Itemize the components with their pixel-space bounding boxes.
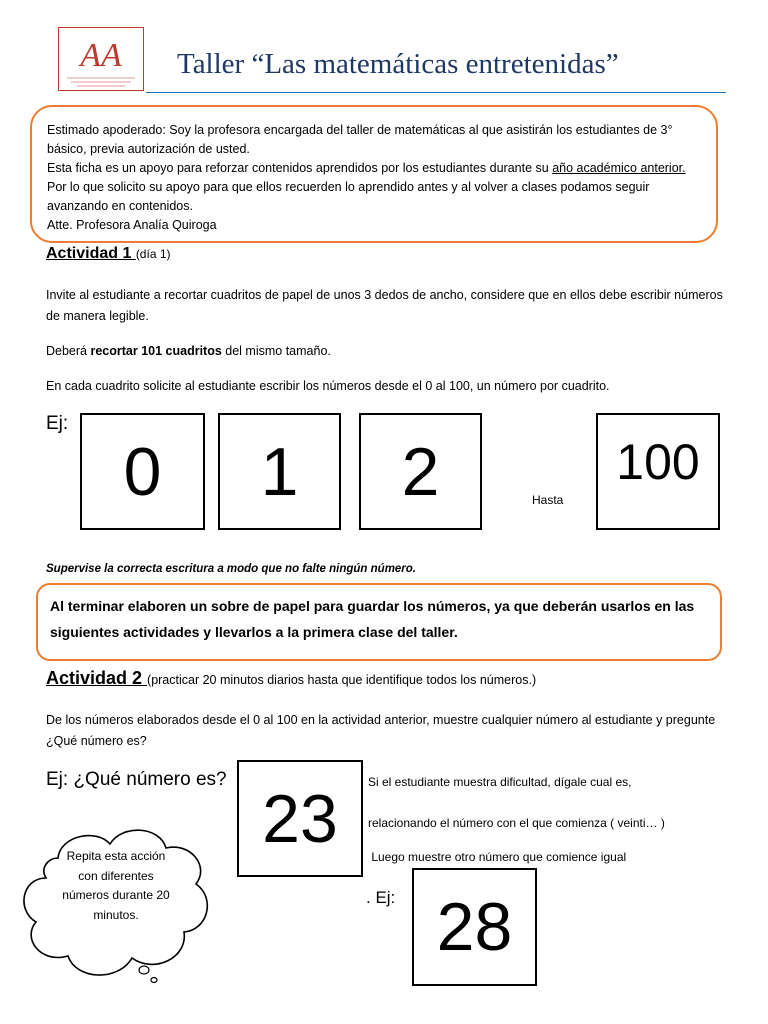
note-line-2-underlined: año académico anterior. [552, 161, 686, 175]
number-card-value: 1 [260, 433, 299, 510]
logo-letters: AA [80, 37, 122, 74]
note-line-2-b: Por lo que solicito su apoyo para que ellos recuerden lo aprendido antes y al volver a clases podamos seguir avanzando en contenidos. [47, 180, 650, 213]
hasta-label: Hasta [532, 493, 564, 507]
logo [58, 27, 144, 91]
example-label-2: . Ej: [366, 888, 396, 907]
question-label: Ej: ¿Qué número es? [46, 769, 227, 790]
activity-2-subtitle: (practicar 20 minutos diarios hasta que identifique todos los números.) [147, 673, 537, 687]
activity-2-title: Actividad 2 [46, 668, 148, 688]
logo-mark-icon [59, 28, 143, 90]
note-signature: Atte. Profesora Analía Quiroga [47, 218, 217, 232]
number-card-value: 100 [616, 434, 700, 490]
number-card-value: 0 [123, 433, 162, 510]
hint-line-3: Luego muestre otro número que comience igual [368, 850, 627, 864]
number-card-value: 28 [436, 889, 513, 965]
p2-c: del mismo tamaño. [221, 344, 331, 358]
activity-1-heading [46, 245, 171, 263]
activity-2-p1: De los números elaborados desde el 0 al 100 en la actividad anterior, muestre cualquier número al estudiante y pregunte ¿Qué número es? [46, 713, 716, 748]
activity-1-p3: En cada cuadrito solicite al estudiante escribir los números desde el 0 al 100, un número por cuadrito. [46, 379, 610, 393]
activity-1-subtitle: (día 1) [135, 247, 171, 261]
page-title: Taller “Las matemáticas entretenidas” [177, 48, 619, 80]
example-label: Ej: [46, 413, 69, 434]
number-card-0 [80, 413, 205, 530]
supervise-note: Supervise la correcta escritura a modo que no falte ningún número. [46, 563, 417, 575]
title-divider [146, 92, 726, 93]
callout-text: Al terminar elaboren un sobre de papel para guardar los números, ya que deberán usarlos en las siguientes actividades y llevarlos a la primera clase del taller. [50, 598, 695, 640]
number-card-2 [359, 413, 482, 530]
cloud-text: Repita esta acción con diferentes números durante 20 minutos. [62, 849, 170, 922]
activity-1-title: Actividad 1 [46, 245, 136, 262]
note-line-1: Estimado apoderado: Soy la profesora encargada del taller de matemáticas al que asistirán los estudiantes de 3° básico, previa autorización de usted. [47, 123, 673, 156]
activity-1-p2 [46, 341, 726, 362]
activity-1-p1: Invite al estudiante a recortar cuadritos de papel de unos 3 dedos de ancho, considere que en ellos debe escribir números de manera legible. [46, 288, 723, 323]
parent-note [47, 121, 707, 235]
activity-2-heading [46, 668, 536, 689]
number-card-23 [237, 760, 363, 877]
p2-bold: recortar 101 cuadritos [90, 344, 222, 358]
number-card-100 [596, 413, 720, 530]
number-card-28 [412, 868, 537, 986]
number-card-value: 23 [262, 780, 338, 857]
number-card-value: 2 [401, 433, 440, 510]
note-line-2-a: Esta ficha es un apoyo para reforzar contenidos aprendidos por los estudiantes durante su [47, 161, 553, 175]
number-card-1 [218, 413, 341, 530]
hint-line-1: Si el estudiante muestra dificultad, dígale cual es, [368, 775, 632, 789]
hint-line-2: relacionando el número con el que comienza ( veinti… ) [368, 816, 665, 830]
note-line-2 [47, 159, 707, 216]
p2-a: Deberá [46, 344, 91, 358]
